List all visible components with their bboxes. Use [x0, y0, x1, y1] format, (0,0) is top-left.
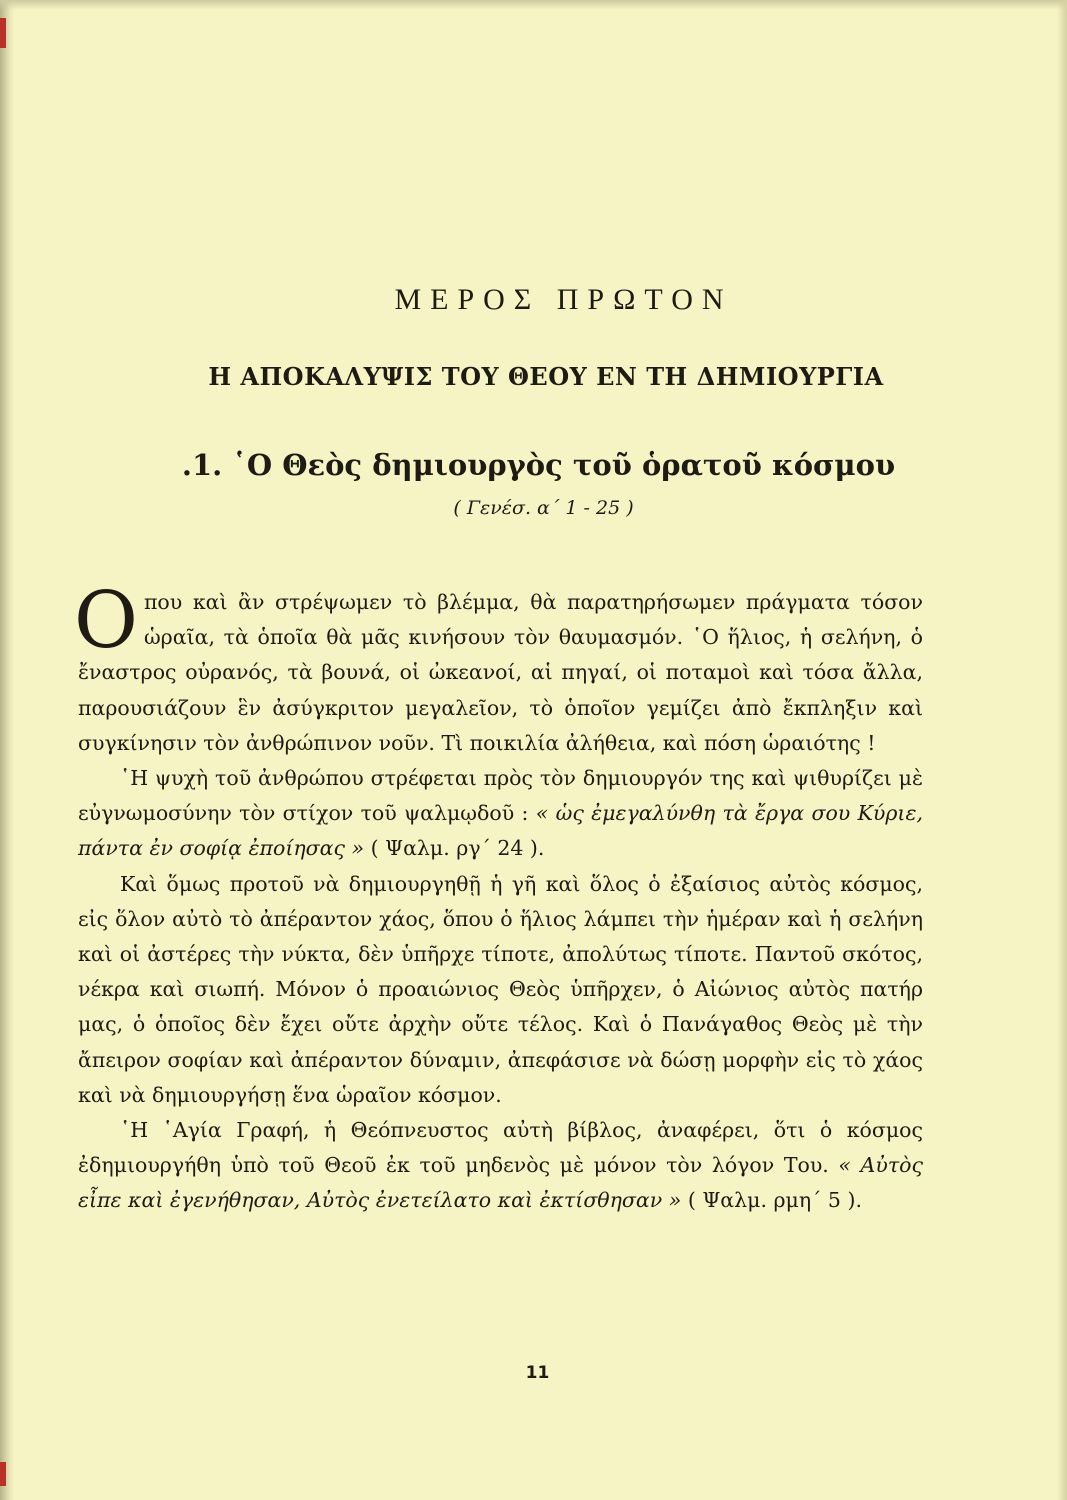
chapter-title: ῾Ο Θεὸς δημιουργὸς τοῦ ὁρατοῦ κόσμου: [232, 448, 896, 482]
paragraph-1: [74, 576, 923, 761]
paragraph-3: Καὶ ὅμως προτοῦ νὰ δημιουργηθῇ ἡ γῆ καὶ ὅλος ὁ ἐξαίσιος αὐτὸς κόσμος, εἰς ὅλον αὐτὸ τὸ ἀπέραντον χάος, ὅπου ὁ ἥλιος λάμπει τὴν ἡμέραν καὶ ἡ σελήνη καὶ οἱ ἀστέρες τὴν νύκτα, δὲν ὑπῆρχε τίποτε, ἀπολύτως τίποτε. Παντοῦ σκότος, νέκρα καὶ σιωπή. Μόνον ὁ προαιώνιος Θεὸς ὑπῆρχεν, ὁ Αἰώνιος αὐτὸς πατήρ μας, ὁ ὁποῖος δὲν ἔχει οὔτε ἀρχὴν οὔτε τέλος. Καὶ ὁ Πανάγαθος Θεὸς μὲ τὴν ἄπειρον σοφίαν καὶ ἀπέραντον δύναμιν, ἀπεφάσισε νὰ δώσῃ μορφὴν εἰς τὸ χάος καὶ νὰ δημιουργήσῃ ἕνα ὡραῖον κόσμον.: [78, 871, 923, 1107]
chapter-number: .1.: [181, 448, 223, 482]
paragraph-1-text: που καὶ ἂν στρέψωμεν τὸ βλέμμα, θὰ παρατηρήσωμεν πράγματα τόσον ὡραῖα, τὰ ὁποῖα θὰ μᾶς κινήσουν τὸν θαυμασμόν. ῾Ο ἥλιος, ἡ σελήνη, ὁ ἔναστρος οὐρανός, τὰ βουνά, οἱ ὠκεανοί, αἱ πηγαί, οἱ ποταμοὶ καὶ τόσα ἄλλα, παρουσιάζουν ἓν ἀσύγκριτον μεγαλεῖον, τὸ ὁποῖον γεμίζει ἀπὸ ἔκπληξιν καὶ συγκίνησιν τὸν ἀνθρώπινον νοῦν. Τὶ ποικιλία ἀλήθεια, καὶ πόση ὡραιότης !: [78, 590, 923, 755]
page-edge-shadow-right: [1057, 0, 1067, 1500]
paragraph-2-text-b: ( Ψαλμ. ργ΄ 24 ).: [364, 836, 545, 861]
paragraph-4-quote: « Αὐτὸς εἶπε καὶ ἐγενήθησαν, Αὐτὸς ἐνετείλατο καὶ ἐκτίσθησαν »: [78, 1153, 923, 1213]
paragraph-2-quote: « ὡς ἐμεγαλύνθη τὰ ἔργα σου Κύριε, πάντα ἐν σοφίᾳ ἐποίησας »: [78, 801, 923, 861]
binding-mark-bottom: [0, 1462, 6, 1486]
paragraph-2-text-a: ῾Η ψυχὴ τοῦ ἀνθρώπου στρέφεται πρὸς τὸν δημιουργόν της καὶ ψιθυρίζει μὲ εὐγνωμοσύνην τὸν στίχον τοῦ ψαλμῳδοῦ :: [78, 766, 923, 826]
paragraph-2: [78, 761, 923, 867]
paragraph-4-text-a: ῾Η ῾Αγία Γραφή, ἡ Θεόπνευστος αὐτὴ βίβλος, ἀναφέρει, ὅτι ὁ κόσμος ἐδημιουργήθη ὑπὸ τοῦ Θεοῦ ἐκ τοῦ μηδενὸς μὲ μόνον τὸν λόγον Του.: [78, 1118, 923, 1178]
section-title: Η ΑΠΟΚΑΛΥΨΙΣ ΤΟΥ ΘΕΟΥ ΕΝ ΤΗ ΔΗΜΙΟΥΡΓΙΑ: [208, 362, 884, 391]
binding-mark-top: [0, 18, 6, 48]
body-text: [74, 576, 923, 1219]
paragraph-4-text-b: ( Ψαλμ. ρμη΄ 5 ).: [681, 1188, 862, 1213]
page-edge-shadow-top: [0, 0, 1067, 10]
chapter-heading: [0, 448, 1067, 482]
page-number: 11: [525, 1363, 550, 1383]
chapter-scripture-reference: ( Γενέσ. α΄ 1 - 25 ): [453, 497, 634, 519]
drop-cap: Ο: [74, 576, 138, 666]
part-title: ΜΕΡΟΣ ΠΡΩΤΟΝ: [394, 283, 733, 316]
page-edge-shadow-left: [0, 0, 14, 1500]
paragraph-4: [78, 1113, 923, 1219]
